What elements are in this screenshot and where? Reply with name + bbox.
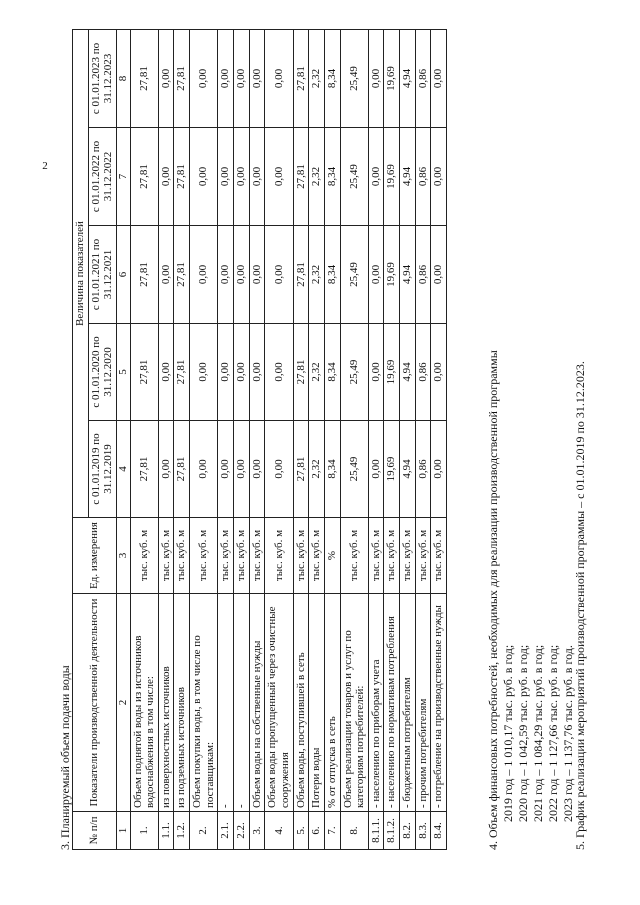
row-number: 1.2. — [174, 812, 190, 850]
row-value: 0,00 — [249, 30, 265, 128]
row-value: 0,00 — [158, 226, 174, 324]
table-row — [400, 30, 416, 850]
row-value: 8,34 — [324, 226, 340, 324]
financial-need-line: 2019 год – 1 010,17 тыс. руб. в год; — [501, 644, 515, 822]
row-value: 8,34 — [324, 30, 340, 128]
row-value: 27,81 — [130, 421, 158, 518]
row-value: 27,81 — [293, 324, 309, 421]
row-number: 8.4. — [431, 812, 447, 850]
row-value: 27,81 — [174, 226, 190, 324]
row-value: 0,00 — [265, 128, 293, 226]
row-unit: тыс. куб. м — [309, 518, 325, 594]
row-value: 0,00 — [158, 30, 174, 128]
row-value: 0,86 — [415, 226, 431, 324]
row-number: 2.1. — [218, 812, 234, 850]
row-number: 2.2. — [234, 812, 250, 850]
section-5: 5. График реализации мероприятий производственной программы – с 01.01.2019 по 31.12.2023. — [573, 361, 587, 850]
row-value: 4,94 — [400, 421, 416, 518]
row-value: 8,34 — [324, 324, 340, 421]
row-value: 4,94 — [400, 30, 416, 128]
header-period: с 01.01.2022 по 31.12.2022 — [88, 128, 116, 226]
row-unit: тыс. куб. м — [368, 518, 384, 594]
table-row — [340, 30, 368, 850]
row-value: 8,34 — [324, 421, 340, 518]
row-unit: тыс. куб. м — [293, 518, 309, 594]
row-indicator: из подземных источников — [174, 594, 190, 812]
row-indicator: - — [218, 594, 234, 812]
table-row — [234, 30, 250, 850]
row-value: 0,00 — [265, 421, 293, 518]
row-value: 27,81 — [293, 30, 309, 128]
row-indicator: % от отпуска в сеть — [324, 594, 340, 812]
row-unit: тыс. куб. м — [431, 518, 447, 594]
row-value: 27,81 — [174, 324, 190, 421]
row-value: 0,00 — [249, 324, 265, 421]
rotated-content — [58, 30, 588, 850]
row-value: 27,81 — [130, 324, 158, 421]
row-value: 0,86 — [415, 128, 431, 226]
section-4 — [486, 350, 576, 850]
row-value: 2,32 — [309, 226, 325, 324]
row-value: 0,00 — [218, 128, 234, 226]
row-number: 6. — [309, 812, 325, 850]
column-number: 4 — [116, 421, 130, 518]
row-value: 25,49 — [340, 226, 368, 324]
row-unit: тыс. куб. м — [174, 518, 190, 594]
row-value: 0,00 — [431, 324, 447, 421]
row-value: 0,86 — [415, 421, 431, 518]
row-indicator: Объем поднятой воды из источников водоснабжения в том числе: — [130, 594, 158, 812]
row-value: 0,00 — [190, 30, 218, 128]
row-indicator: - бюджетным потребителям — [400, 594, 416, 812]
financial-need-line: 2023 год – 1 137,76 тыс. руб. в год. — [561, 645, 575, 822]
header-number: № п/п — [73, 812, 117, 850]
row-value: 0,00 — [368, 421, 384, 518]
row-unit: тыс. куб. м — [130, 518, 158, 594]
row-value: 0,00 — [190, 226, 218, 324]
row-value: 27,81 — [293, 226, 309, 324]
row-value: 4,94 — [400, 128, 416, 226]
row-value: 0,00 — [368, 128, 384, 226]
row-value: 0,00 — [265, 226, 293, 324]
row-value: 0,00 — [234, 226, 250, 324]
row-value: 19,69 — [384, 421, 400, 518]
row-number: 8.3. — [415, 812, 431, 850]
header-period: с 01.01.2019 по 31.12.2019 — [88, 421, 116, 518]
section-4-title: 4. Объем финансовых потребностей, необходимых для реализации производственной программы — [486, 350, 500, 850]
row-unit: % — [324, 518, 340, 594]
row-number: 5. — [293, 812, 309, 850]
column-number: 1 — [116, 812, 130, 850]
row-indicator: - населению по приборам учета — [368, 594, 384, 812]
row-value: 2,32 — [309, 128, 325, 226]
row-indicator: Объем реализации товаров и услуг по категориям потребителей: — [340, 594, 368, 812]
row-value: 4,94 — [400, 324, 416, 421]
row-value: 25,49 — [340, 128, 368, 226]
column-number: 3 — [116, 518, 130, 594]
row-value: 0,00 — [218, 30, 234, 128]
row-value: 0,00 — [218, 421, 234, 518]
row-value: 27,81 — [293, 128, 309, 226]
row-number: 7. — [324, 812, 340, 850]
row-value: 0,00 — [431, 128, 447, 226]
row-value: 19,69 — [384, 128, 400, 226]
section-3-title: 3. Планируемый объем подачи воды — [58, 665, 72, 850]
row-value: 0,86 — [415, 30, 431, 128]
header-indicator: Показатели производственной деятельности — [73, 594, 117, 812]
row-value: 0,00 — [190, 421, 218, 518]
financial-need-line: 2022 год – 1 127,66 тыс. руб. в год; — [546, 644, 560, 822]
row-value: 0,00 — [158, 421, 174, 518]
row-number: 1.1. — [158, 812, 174, 850]
row-value: 25,49 — [340, 324, 368, 421]
row-value: 27,81 — [130, 30, 158, 128]
row-value: 0,00 — [368, 226, 384, 324]
row-value: 25,49 — [340, 421, 368, 518]
row-value: 2,32 — [309, 324, 325, 421]
row-indicator: Объем воды, поступившей в сеть — [293, 594, 309, 812]
row-value: 0,00 — [249, 226, 265, 324]
row-value: 0,00 — [158, 128, 174, 226]
row-value: 8,34 — [324, 128, 340, 226]
row-value: 0,00 — [431, 226, 447, 324]
row-value: 0,00 — [265, 30, 293, 128]
row-unit: тыс. куб. м — [415, 518, 431, 594]
row-indicator: Объем воды на собственные нужды — [249, 594, 265, 812]
row-number: 1. — [130, 812, 158, 850]
row-indicator: - — [234, 594, 250, 812]
table-row — [249, 30, 265, 850]
row-value: 27,81 — [174, 30, 190, 128]
row-number: 2. — [190, 812, 218, 850]
row-value: 0,00 — [249, 128, 265, 226]
row-indicator: Объем воды пропущенный через очистные сооружения — [265, 594, 293, 812]
row-value: 0,00 — [368, 324, 384, 421]
row-value: 4,94 — [400, 226, 416, 324]
row-value: 0,00 — [190, 324, 218, 421]
row-value: 27,81 — [293, 421, 309, 518]
row-value: 27,81 — [130, 226, 158, 324]
row-number: 8. — [340, 812, 368, 850]
table-row — [174, 30, 190, 850]
row-value: 2,32 — [309, 30, 325, 128]
row-value: 27,81 — [174, 421, 190, 518]
row-number: 8.2. — [400, 812, 416, 850]
header-value-group: Величина показателей — [73, 30, 89, 518]
row-number: 4. — [265, 812, 293, 850]
column-number: 5 — [116, 324, 130, 421]
row-unit: тыс. куб. м — [384, 518, 400, 594]
row-number: 3. — [249, 812, 265, 850]
row-value: 2,32 — [309, 421, 325, 518]
row-indicator: - населению по нормативам потребления — [384, 594, 400, 812]
row-value: 0,00 — [368, 30, 384, 128]
row-unit: тыс. куб. м — [190, 518, 218, 594]
header-period: с 01.01.2023 по 31.12.2023 — [88, 30, 116, 128]
header-period: с 01.01.2021 по 31.12.2021 — [88, 226, 116, 324]
table-row — [415, 30, 431, 850]
financial-need-line: 2021 год – 1 084,29 тыс. руб. в год; — [531, 644, 545, 822]
table-row — [324, 30, 340, 850]
row-unit: тыс. куб. м — [218, 518, 234, 594]
row-value: 25,49 — [340, 30, 368, 128]
row-unit: тыс. куб. м — [158, 518, 174, 594]
table-row — [130, 30, 158, 850]
row-unit: тыс. куб. м — [265, 518, 293, 594]
row-unit: тыс. куб. м — [234, 518, 250, 594]
row-number: 8.1.2. — [384, 812, 400, 850]
column-number: 2 — [116, 594, 130, 812]
row-value: 27,81 — [174, 128, 190, 226]
row-indicator: Объем покупки воды, в том числе по поставщикам: — [190, 594, 218, 812]
row-unit: тыс. куб. м — [249, 518, 265, 594]
row-indicator: - прочим потребителям — [415, 594, 431, 812]
row-value: 0,00 — [431, 30, 447, 128]
column-number: 7 — [116, 128, 130, 226]
row-value: 0,00 — [218, 324, 234, 421]
financial-need-line: 2020 год – 1 042,59 тыс. руб. в год; — [516, 644, 530, 822]
table-row — [431, 30, 447, 850]
row-value: 0,00 — [234, 128, 250, 226]
column-number: 8 — [116, 30, 130, 128]
row-indicator: - потребление на производственные нужды — [431, 594, 447, 812]
table-row — [384, 30, 400, 850]
row-value: 0,00 — [158, 324, 174, 421]
table-row — [218, 30, 234, 850]
table-row — [368, 30, 384, 850]
row-value: 0,00 — [234, 30, 250, 128]
table-row — [309, 30, 325, 850]
row-value: 0,00 — [218, 226, 234, 324]
row-value: 19,69 — [384, 226, 400, 324]
table-row — [190, 30, 218, 850]
table-row — [158, 30, 174, 850]
row-unit: тыс. куб. м — [340, 518, 368, 594]
column-number: 6 — [116, 226, 130, 324]
water-supply-table — [72, 29, 447, 850]
row-value: 0,00 — [249, 421, 265, 518]
row-value: 19,69 — [384, 324, 400, 421]
row-value: 19,69 — [384, 30, 400, 128]
header-unit: Ед. измерения — [73, 518, 117, 594]
row-value: 0,00 — [234, 421, 250, 518]
row-value: 0,00 — [431, 421, 447, 518]
row-value: 0,86 — [415, 324, 431, 421]
row-value: 0,00 — [234, 324, 250, 421]
header-period: с 01.01.2020 по 31.12.2020 — [88, 324, 116, 421]
page-number: 2 — [42, 160, 48, 172]
row-value: 0,00 — [190, 128, 218, 226]
table-row — [293, 30, 309, 850]
table-row — [265, 30, 293, 850]
row-indicator: Потери воды — [309, 594, 325, 812]
row-unit: тыс. куб. м — [400, 518, 416, 594]
row-value: 0,00 — [265, 324, 293, 421]
row-indicator: из поверхностных источников — [158, 594, 174, 812]
row-value: 27,81 — [130, 128, 158, 226]
row-number: 8.1.1. — [368, 812, 384, 850]
